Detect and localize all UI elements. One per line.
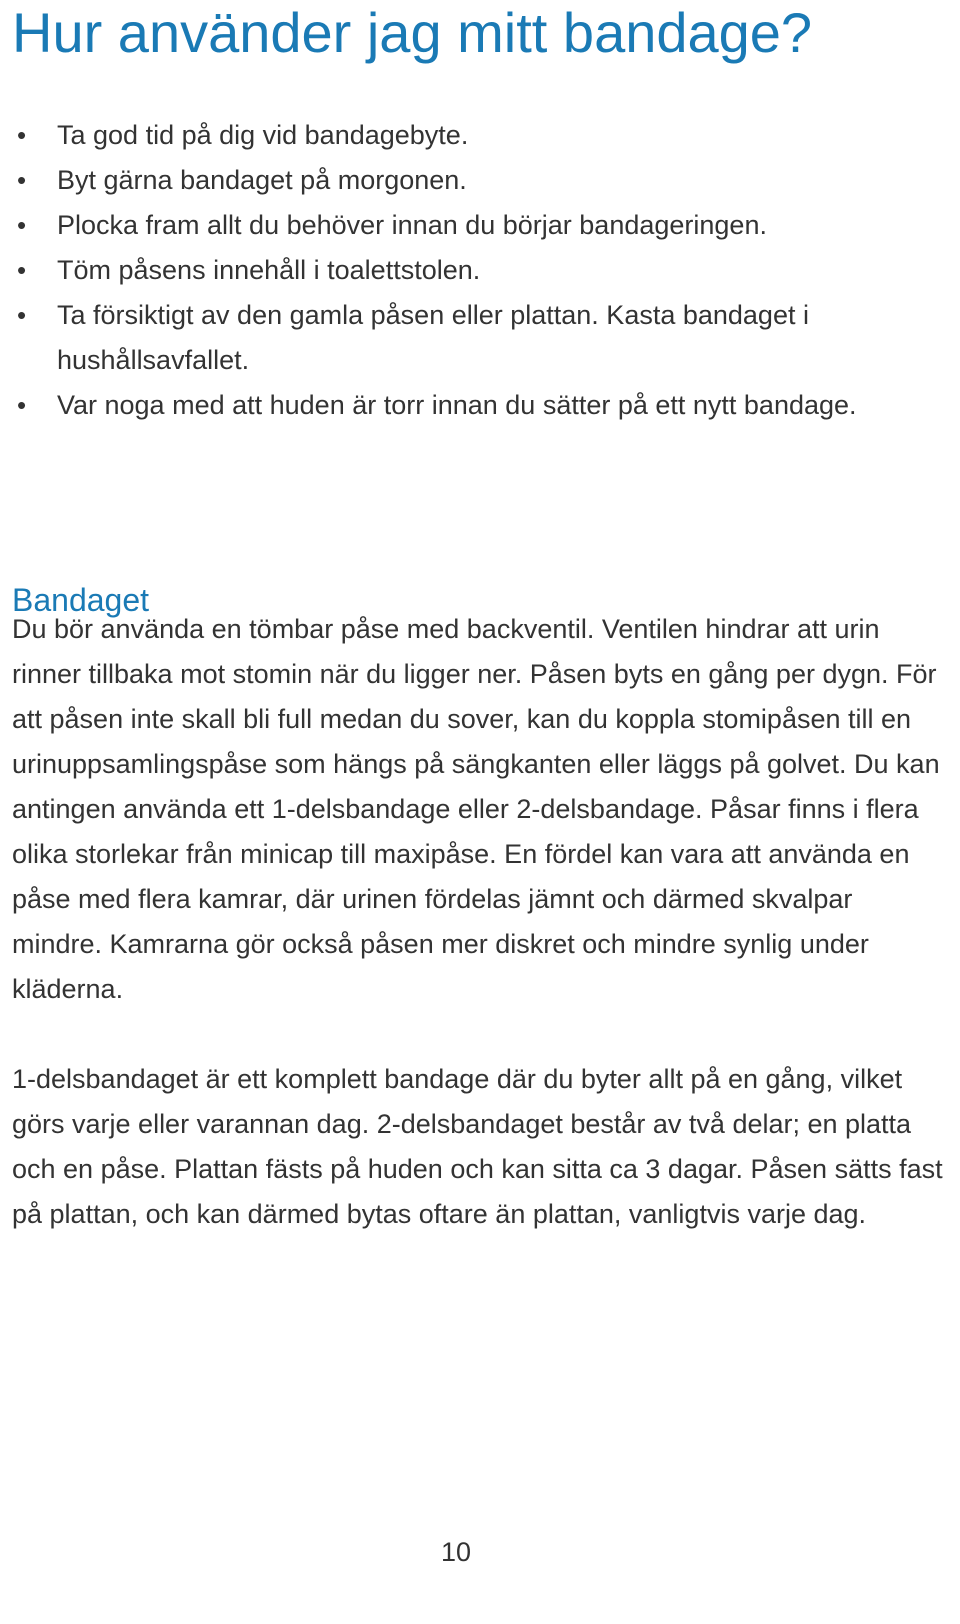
list-item: • Plocka fram allt du behöver innan du börjar bandageringen. (12, 203, 942, 248)
page-title: Hur använder jag mitt bandage? (12, 1, 813, 64)
list-item: • Var noga med att huden är torr innan du sätter på ett nytt bandage. (12, 383, 942, 428)
section-heading: Bandaget (12, 582, 150, 618)
tips-list (12, 113, 942, 428)
list-item: • Byt gärna bandaget på morgonen. (12, 158, 942, 203)
body-paragraph: Du bör använda en tömbar påse med backventil. Ventilen hindrar att urin rinner tillbaka mot stomin när du ligger ner. Påsen byts en gång per dygn. För att påsen inte skall bli full medan du sover, kan du koppla stomipåsen till en urinuppsamlingspåse som hängs på sängkanten eller läggs på golvet. Du kan antingen använda ett 1-delsbandage eller 2-delsbandage. Påsar finns i flera olika storlekar från minicap till maxipåse. En fördel kan vara att använda en påse med flera kamrar, där urinen fördelas jämnt och därmed skvalpar mindre. Kamrarna gör också påsen mer diskret och mindre synlig under kläderna. (12, 614, 940, 1004)
list-item: • Töm påsens innehåll i toalettstolen. (12, 248, 942, 293)
list-item: • Ta försiktigt av den gamla påsen eller plattan. Kasta bandaget i hushållsavfallet. (12, 293, 942, 383)
page-number: 10 (440, 1537, 472, 1567)
list-item: • Ta god tid på dig vid bandagebyte. (12, 113, 942, 158)
body-paragraph: 1-delsbandaget är ett komplett bandage där du byter allt på en gång, vilket görs varje eller varannan dag. 2-delsbandaget består av två delar; en platta och en påse. Plattan fästs på huden och kan sitta ca 3 dagar. Påsen sätts fast på plattan, och kan därmed bytas oftare än plattan, vanligtvis varje dag. (12, 1064, 943, 1229)
